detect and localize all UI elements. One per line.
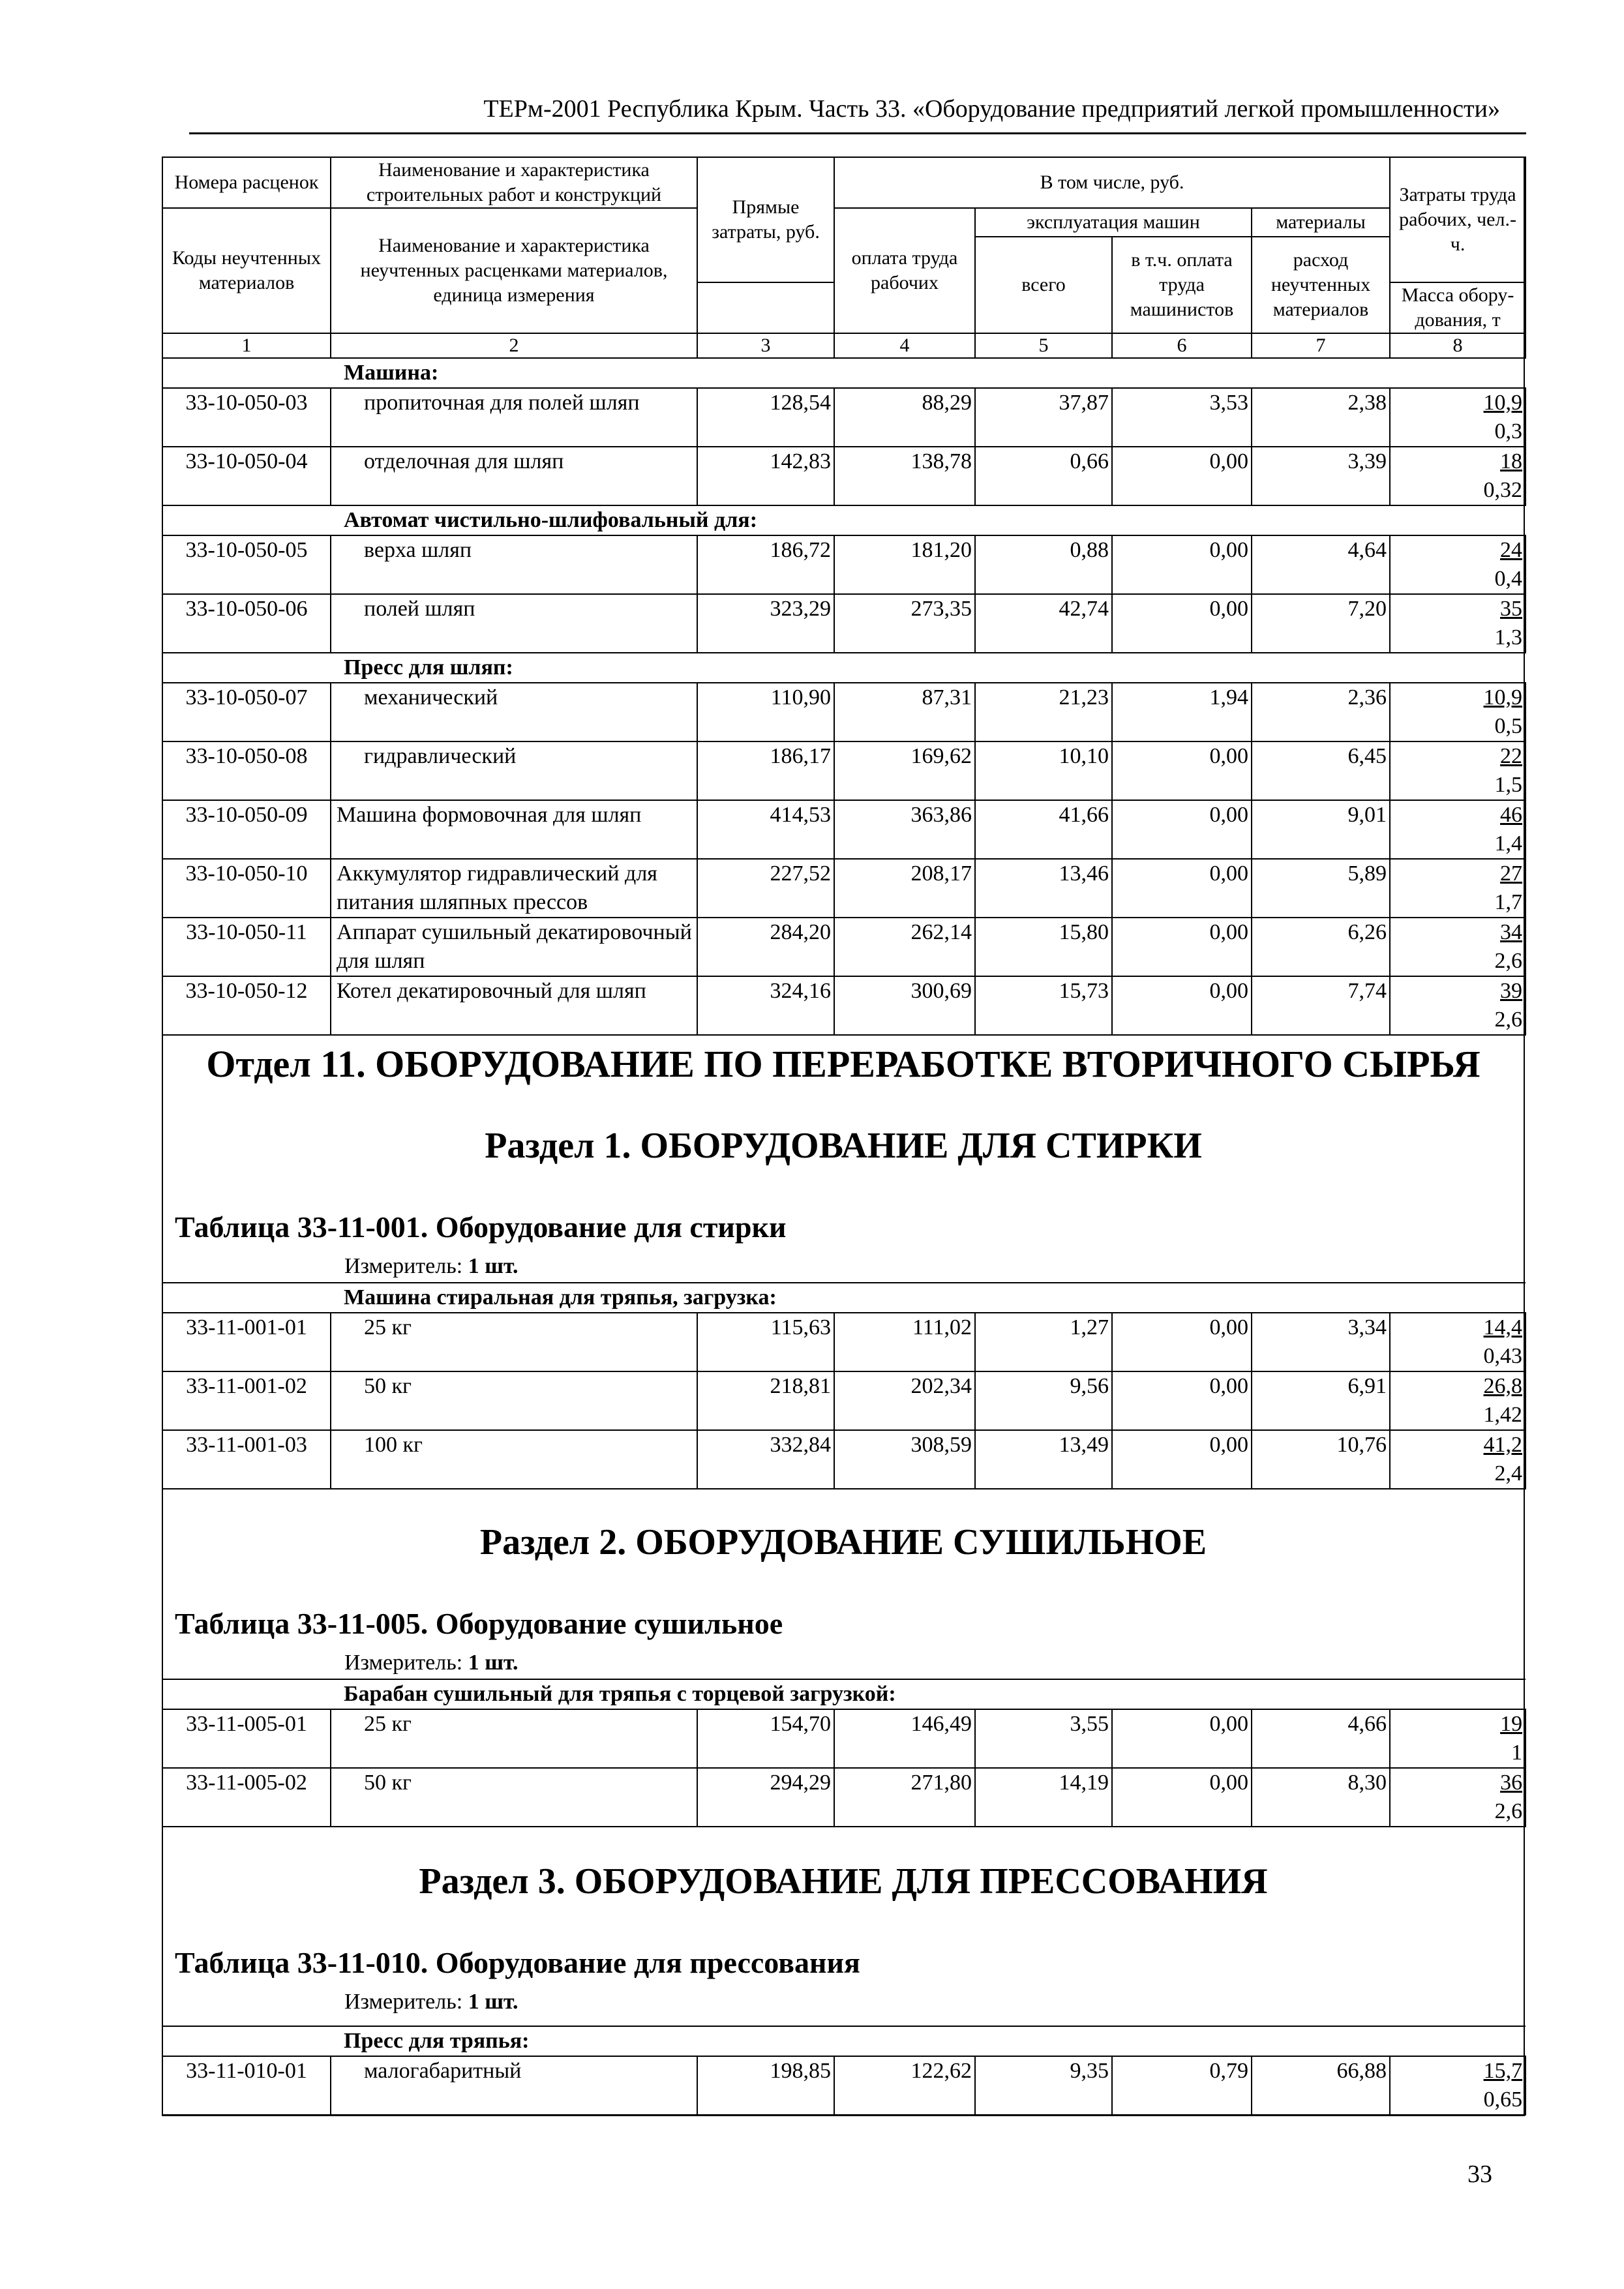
item-name: отделочная для шляп [331,447,697,505]
col-number: 1 [162,333,331,358]
table-row [162,976,1526,1035]
worker-pay: 111,02 [834,1313,975,1371]
col-number: 8 [1390,333,1526,358]
worker-pay: 262,14 [834,918,975,976]
section-table [162,2026,1526,2116]
operator-pay: 0,00 [1112,918,1252,976]
rate-code: 33-10-050-07 [162,683,331,741]
machine-total: 9,56 [975,1371,1112,1430]
equipment-mass: 0,43 [1483,1344,1523,1368]
measure-value: 1 шт. [468,1651,519,1675]
labor-costs: 46 [1500,803,1523,827]
direct-costs: 142,83 [697,447,834,505]
labor-costs: 14,4 [1483,1315,1523,1339]
equipment-mass: 2,4 [1494,1461,1523,1486]
table-row [162,1709,1526,1768]
machine-total: 37,87 [975,388,1112,447]
labor-costs: 22 [1500,744,1523,768]
col-number: 4 [834,333,975,358]
labor-costs: 18 [1500,449,1523,473]
materials: 6,26 [1252,918,1390,976]
item-name: 50 кг [331,1768,697,1827]
section-table [162,1679,1526,1827]
labor-costs: 24 [1500,538,1523,562]
labor-and-mass [1390,447,1526,505]
col-number: 2 [331,333,697,358]
labor-costs: 19 [1500,1712,1523,1736]
operator-pay: 0,00 [1112,1430,1252,1489]
operator-pay: 0,00 [1112,1709,1252,1768]
division-title: Отдел 11. ОБОРУДОВАНИЕ ПО ПЕРЕРАБОТКЕ ВТОРИЧНОГО СЫРЬЯ [206,1043,1481,1085]
direct-costs: 284,20 [697,918,834,976]
materials: 4,66 [1252,1709,1390,1768]
group-header: Автомат чистильно-шлифовальный для: [331,505,1526,535]
direct-costs: 198,85 [697,2056,834,2115]
section-title: Раздел 2. ОБОРУДОВАНИЕ СУШИЛЬНОЕ [479,1522,1207,1563]
section-table-block [162,2026,1525,2116]
col-number: 6 [1112,333,1252,358]
col-number: 5 [975,333,1112,358]
rate-code: 33-11-005-01 [162,1709,331,1768]
table-row [162,535,1526,594]
direct-costs: 186,17 [697,741,834,800]
machine-total: 15,80 [975,918,1112,976]
equipment-mass: 1,7 [1494,890,1523,914]
measure-value: 1 шт. [468,1990,519,2014]
direct-costs: 186,72 [697,535,834,594]
rate-code: 33-11-001-02 [162,1371,331,1430]
worker-pay: 208,17 [834,859,975,918]
col-header-machine-operation: эксплуатация машин [975,208,1252,237]
worker-pay: 146,49 [834,1709,975,1768]
table-row [162,800,1526,859]
col-header-direct-costs-cont [697,282,834,333]
table-row [162,447,1526,505]
operator-pay: 1,94 [1112,683,1252,741]
col-number: 3 [697,333,834,358]
item-name: Котел декатировочный для шляп [331,976,697,1035]
col-header-material-consumption: расход неучтенных материалов [1252,237,1390,333]
machine-total: 15,73 [975,976,1112,1035]
col-header-rate-numbers: Номера расценок [162,157,331,208]
equipment-mass: 2,6 [1494,1799,1523,1823]
col-header-direct-costs: Прямые затраты, руб. [697,157,834,282]
worker-pay: 363,86 [834,800,975,859]
labor-and-mass [1390,741,1526,800]
rate-code: 33-11-010-01 [162,2056,331,2115]
rate-code: 33-10-050-12 [162,976,331,1035]
operator-pay: 0,00 [1112,976,1252,1035]
measure-label: Измеритель: [344,1254,463,1278]
col-header-including: В том числе, руб. [834,157,1390,208]
direct-costs: 414,53 [697,800,834,859]
labor-costs: 36 [1500,1771,1523,1795]
materials: 7,74 [1252,976,1390,1035]
rates-table-top [162,157,1526,1036]
materials: 4,64 [1252,535,1390,594]
labor-and-mass [1390,1430,1526,1489]
group-code-cell [162,505,331,535]
worker-pay: 169,62 [834,741,975,800]
header-rule [189,132,1526,134]
equipment-mass: 0,32 [1483,478,1523,502]
operator-pay: 0,00 [1112,535,1252,594]
direct-costs: 323,29 [697,594,834,653]
table-row [162,683,1526,741]
labor-costs: 34 [1500,920,1523,944]
col-header-material-name: Наименование и характеристика неучтенных расценками материалов, единица измерения [331,208,697,333]
running-header: ТЕРм-2001 Республика Крым. Часть 33. «Оборудование предприятий легкой промышленности» [483,95,1500,123]
col-header-work-name: Наименование и характеристика строительных работ и конструкций [331,157,697,208]
table-row [162,741,1526,800]
table-row [162,1768,1526,1827]
equipment-mass: 1 [1511,1741,1523,1765]
section-table-block [162,1679,1525,1827]
rate-code: 33-10-050-05 [162,535,331,594]
labor-costs: 10,9 [1483,391,1523,415]
table-row [162,1313,1526,1371]
machine-total: 1,27 [975,1313,1112,1371]
equipment-mass: 0,5 [1494,714,1523,738]
worker-pay: 181,20 [834,535,975,594]
materials: 6,45 [1252,741,1390,800]
measure-line [162,1651,1624,1675]
section-table [162,1282,1526,1489]
labor-and-mass [1390,1709,1526,1768]
page-number: 33 [1467,2161,1492,2188]
equipment-mass: 0,4 [1494,567,1523,591]
labor-costs: 35 [1500,597,1523,621]
rate-code: 33-11-001-01 [162,1313,331,1371]
labor-costs: 39 [1500,979,1523,1003]
machine-total: 9,35 [975,2056,1112,2115]
materials: 7,20 [1252,594,1390,653]
labor-costs: 27 [1500,861,1523,886]
group-header: Пресс для тряпья: [331,2026,1526,2056]
section-table-block [162,1282,1525,1489]
group-code-cell [162,2026,331,2056]
item-name: механический [331,683,697,741]
item-name: полей шляп [331,594,697,653]
item-name: пропиточная для полей шляп [331,388,697,447]
operator-pay: 0,00 [1112,859,1252,918]
machine-total: 41,66 [975,800,1112,859]
equipment-mass: 2,6 [1494,1008,1523,1032]
col-header-labor-costs: Затраты труда рабочих, чел.-ч. [1390,157,1526,282]
labor-and-mass [1390,1768,1526,1827]
rate-code: 33-10-050-10 [162,859,331,918]
operator-pay: 0,00 [1112,741,1252,800]
worker-pay: 308,59 [834,1430,975,1489]
group-code-cell [162,1679,331,1709]
table-row [162,1371,1526,1430]
rate-code: 33-10-050-06 [162,594,331,653]
group-code-cell [162,358,331,388]
labor-costs: 15,7 [1483,2059,1523,2083]
col-header-total: всего [975,237,1112,333]
table-row [162,859,1526,918]
operator-pay: 0,00 [1112,1768,1252,1827]
group-header: Барабан сушильный для тряпья с торцевой загрузкой: [331,1679,1526,1709]
machine-total: 10,10 [975,741,1112,800]
operator-pay: 0,00 [1112,1371,1252,1430]
labor-and-mass [1390,918,1526,976]
operator-pay: 0,00 [1112,447,1252,505]
operator-pay: 3,53 [1112,388,1252,447]
equipment-mass: 1,3 [1494,625,1523,650]
worker-pay: 300,69 [834,976,975,1035]
direct-costs: 110,90 [697,683,834,741]
group-header: Пресс для шляп: [331,653,1526,683]
machine-total: 13,49 [975,1430,1112,1489]
direct-costs: 128,54 [697,388,834,447]
worker-pay: 88,29 [834,388,975,447]
rate-code: 33-11-005-02 [162,1768,331,1827]
operator-pay: 0,00 [1112,594,1252,653]
table-row [162,1430,1526,1489]
worker-pay: 122,62 [834,2056,975,2115]
materials: 9,01 [1252,800,1390,859]
table-row [162,594,1526,653]
labor-costs: 41,2 [1483,1433,1523,1457]
group-header: Машина: [331,358,1526,388]
machine-total: 3,55 [975,1709,1112,1768]
worker-pay: 202,34 [834,1371,975,1430]
materials: 2,38 [1252,388,1390,447]
item-name: Аккумулятор гидравлический для питания шляпных прессов [331,859,697,918]
labor-and-mass [1390,535,1526,594]
equipment-mass: 1,42 [1483,1403,1523,1427]
col-number: 7 [1252,333,1390,358]
item-name: гидравлический [331,741,697,800]
direct-costs: 294,29 [697,1768,834,1827]
direct-costs: 332,84 [697,1430,834,1489]
rate-code: 33-10-050-11 [162,918,331,976]
table-row [162,388,1526,447]
materials: 10,76 [1252,1430,1390,1489]
operator-pay: 0,00 [1112,800,1252,859]
operator-pay: 0,79 [1112,2056,1252,2115]
item-name: 50 кг [331,1371,697,1430]
worker-pay: 273,35 [834,594,975,653]
rate-code: 33-10-050-04 [162,447,331,505]
labor-costs: 10,9 [1483,685,1523,710]
labor-and-mass [1390,683,1526,741]
materials: 5,89 [1252,859,1390,918]
col-header-materials: материалы [1252,208,1390,237]
table-title: Таблица 33-11-005. Оборудование сушильное [175,1607,783,1640]
rate-code: 33-11-001-03 [162,1430,331,1489]
direct-costs: 115,63 [697,1313,834,1371]
machine-total: 13,46 [975,859,1112,918]
worker-pay: 87,31 [834,683,975,741]
machine-total: 14,19 [975,1768,1112,1827]
equipment-mass: 0,3 [1494,419,1523,443]
materials: 6,91 [1252,1371,1390,1430]
labor-and-mass [1390,1371,1526,1430]
item-name: малогабаритный [331,2056,697,2115]
table-row [162,918,1526,976]
machine-total: 42,74 [975,594,1112,653]
measure-label: Измеритель: [344,1651,463,1675]
labor-and-mass [1390,859,1526,918]
item-name: 25 кг [331,1709,697,1768]
top-table-block [162,157,1525,1036]
group-header: Машина стиральная для тряпья, загрузка: [331,1283,1526,1313]
item-name: 25 кг [331,1313,697,1371]
equipment-mass: 1,4 [1494,831,1523,856]
materials: 8,30 [1252,1768,1390,1827]
measure-label: Измеритель: [344,1990,463,2014]
equipment-mass: 0,65 [1483,2087,1523,2112]
labor-and-mass [1390,2056,1526,2115]
labor-and-mass [1390,976,1526,1035]
labor-and-mass [1390,1313,1526,1371]
measure-value: 1 шт. [468,1254,519,1278]
materials: 66,88 [1252,2056,1390,2115]
rate-code: 33-10-050-03 [162,388,331,447]
table-row [162,2056,1526,2115]
direct-costs: 218,81 [697,1371,834,1430]
labor-costs: 26,8 [1483,1374,1523,1398]
machine-total: 0,66 [975,447,1112,505]
direct-costs: 154,70 [697,1709,834,1768]
col-header-material-codes: Коды неучтенных материалов [162,208,331,333]
labor-and-mass [1390,800,1526,859]
equipment-mass: 1,5 [1494,773,1523,797]
measure-line [162,1254,1624,1279]
rate-code: 33-10-050-08 [162,741,331,800]
col-header-worker-pay: оплата труда рабочих [834,208,975,333]
worker-pay: 271,80 [834,1768,975,1827]
item-name: верха шляп [331,535,697,594]
equipment-mass: 2,6 [1494,949,1523,973]
labor-and-mass [1390,388,1526,447]
item-name: 100 кг [331,1430,697,1489]
measure-line [162,1990,1624,2014]
direct-costs: 324,16 [697,976,834,1035]
materials: 2,36 [1252,683,1390,741]
item-name: Аппарат сушильный декатировочный для шляп [331,918,697,976]
section-title: Раздел 3. ОБОРУДОВАНИЕ ДЛЯ ПРЕССОВАНИЯ [419,1861,1268,1902]
materials: 3,34 [1252,1313,1390,1371]
table-title: Таблица 33-11-010. Оборудование для прессования [175,1946,860,1979]
group-code-cell [162,653,331,683]
col-header-equipment-mass: Масса обору-дования, т [1390,282,1526,333]
table-title: Таблица 33-11-001. Оборудование для стирки [175,1210,787,1244]
operator-pay: 0,00 [1112,1313,1252,1371]
rate-code: 33-10-050-09 [162,800,331,859]
section-title: Раздел 1. ОБОРУДОВАНИЕ ДЛЯ СТИРКИ [485,1126,1202,1166]
col-header-operator-pay: в т.ч. оплата труда машинистов [1112,237,1252,333]
materials: 3,39 [1252,447,1390,505]
direct-costs: 227,52 [697,859,834,918]
machine-total: 21,23 [975,683,1112,741]
item-name: Машина формовочная для шляп [331,800,697,859]
worker-pay: 138,78 [834,447,975,505]
machine-total: 0,88 [975,535,1112,594]
labor-and-mass [1390,594,1526,653]
group-code-cell [162,1283,331,1313]
